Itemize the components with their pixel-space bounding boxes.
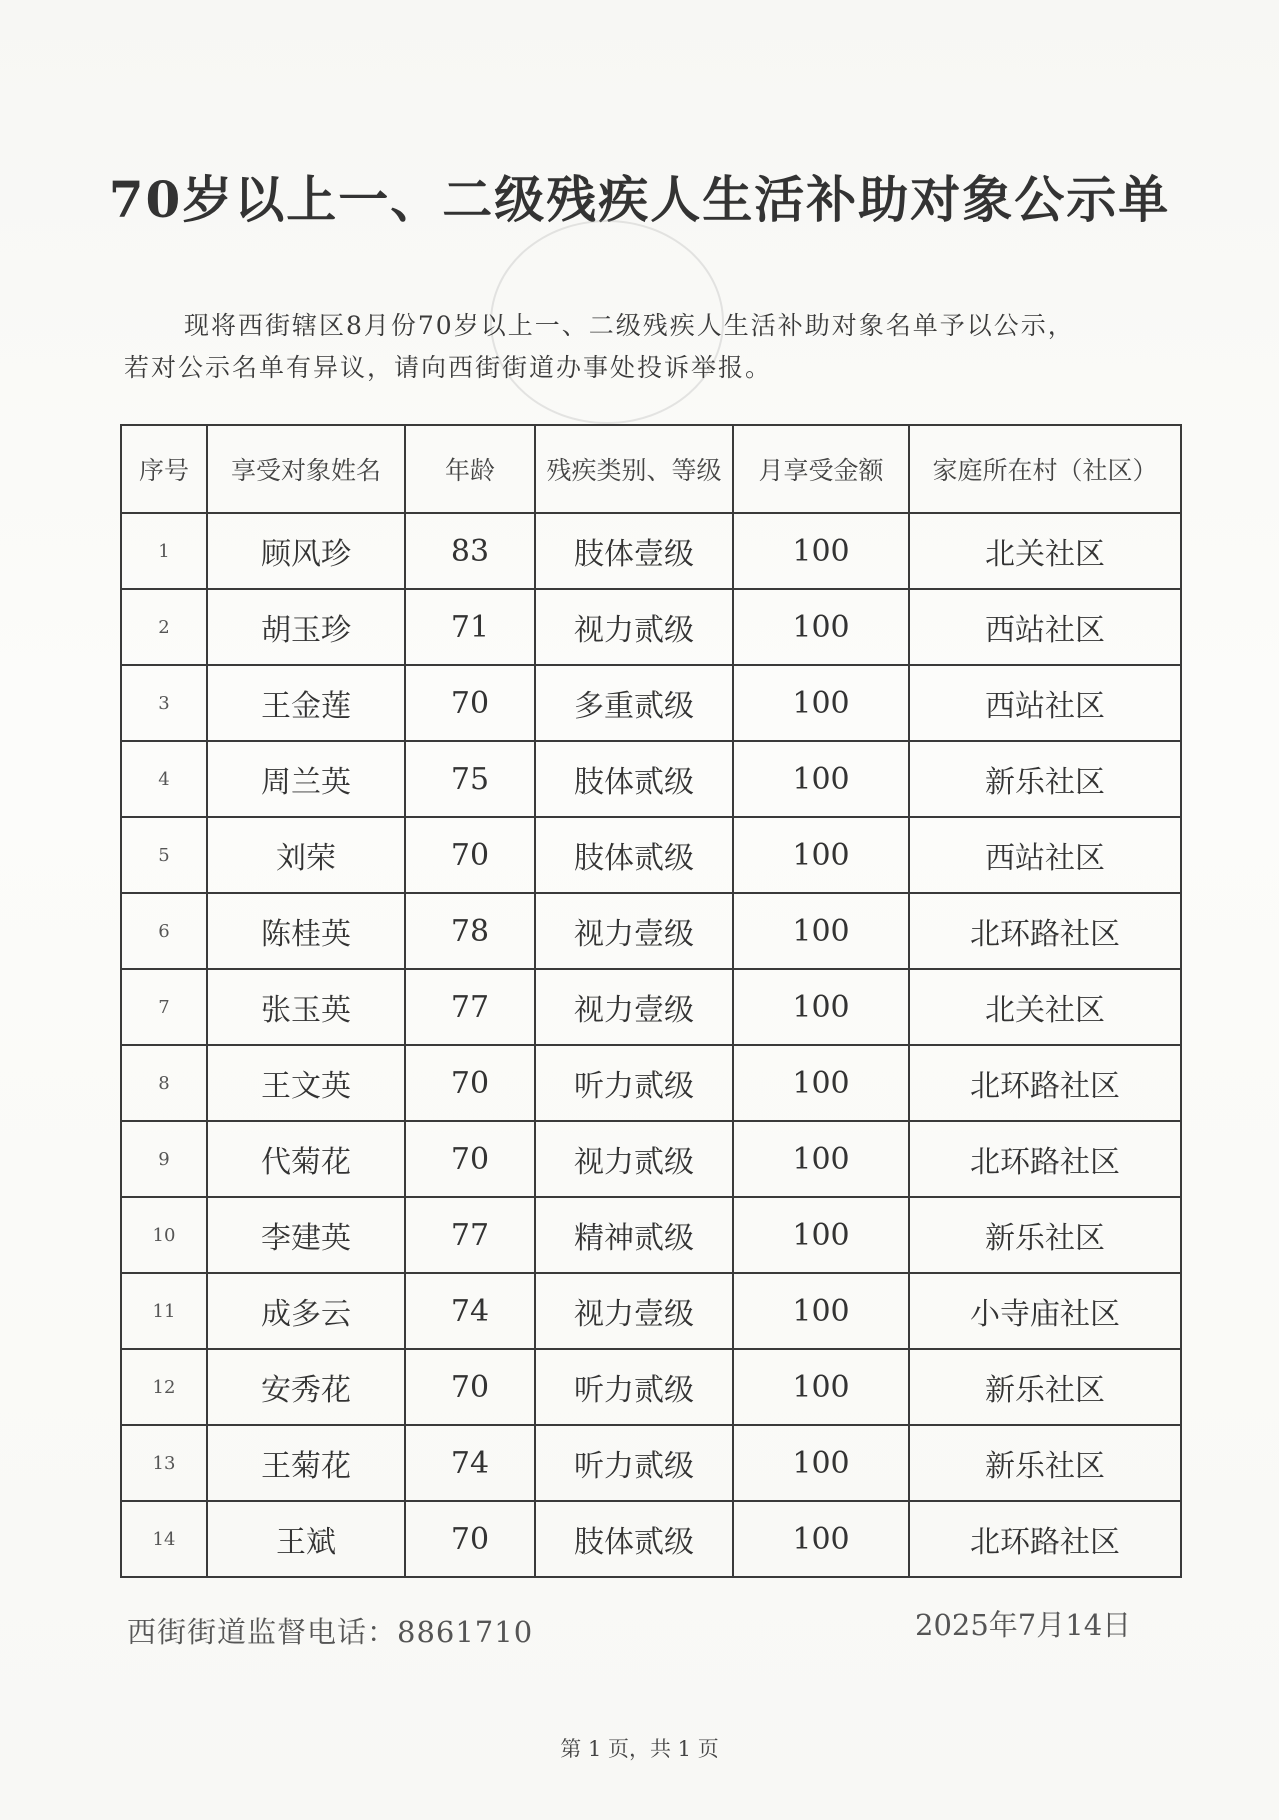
column-header-index: 序号 <box>121 425 207 513</box>
cell-name: 王文英 <box>207 1045 405 1121</box>
cell-index: 14 <box>121 1501 207 1577</box>
cell-age: 83 <box>405 513 535 589</box>
cell-name: 刘荣 <box>207 817 405 893</box>
cell-index: 6 <box>121 893 207 969</box>
cell-disability: 视力壹级 <box>535 969 733 1045</box>
cell-index: 11 <box>121 1273 207 1349</box>
cell-community: 小寺庙社区 <box>909 1273 1181 1349</box>
table-row <box>121 1425 1181 1501</box>
document-title: 70岁以上一、二级残疾人生活补助对象公示单 <box>108 170 1171 229</box>
cell-index: 3 <box>121 665 207 741</box>
cell-community: 西站社区 <box>909 665 1181 741</box>
cell-disability: 肢体壹级 <box>535 513 733 589</box>
cell-age: 74 <box>405 1273 535 1349</box>
intro-line-1: 现将西街辖区8月份70岁以上一、二级残疾人生活补助对象名单予以公示， <box>184 311 1075 340</box>
cell-disability: 视力贰级 <box>535 589 733 665</box>
cell-amount: 100 <box>733 1349 909 1425</box>
cell-index: 2 <box>121 589 207 665</box>
publish-date: 2025年7月14日 <box>915 1608 1132 1642</box>
cell-amount: 100 <box>733 665 909 741</box>
cell-index: 4 <box>121 741 207 817</box>
table-header-row <box>121 425 1181 513</box>
table-row <box>121 1501 1181 1577</box>
table-row <box>121 741 1181 817</box>
cell-amount: 100 <box>733 1197 909 1273</box>
cell-name: 王菊花 <box>207 1425 405 1501</box>
cell-name: 张玉英 <box>207 969 405 1045</box>
cell-amount: 100 <box>733 1273 909 1349</box>
intro-paragraph <box>124 305 1164 389</box>
cell-community: 北环路社区 <box>909 1045 1181 1121</box>
cell-index: 12 <box>121 1349 207 1425</box>
cell-name: 代菊花 <box>207 1121 405 1197</box>
table-row <box>121 1273 1181 1349</box>
cell-community: 北环路社区 <box>909 893 1181 969</box>
table-row <box>121 513 1181 589</box>
cell-index: 9 <box>121 1121 207 1197</box>
cell-disability: 肢体贰级 <box>535 741 733 817</box>
cell-community: 新乐社区 <box>909 741 1181 817</box>
cell-disability: 听力贰级 <box>535 1349 733 1425</box>
cell-disability: 听力贰级 <box>535 1425 733 1501</box>
cell-index: 8 <box>121 1045 207 1121</box>
cell-age: 78 <box>405 893 535 969</box>
column-header-community: 家庭所在村（社区） <box>909 425 1181 513</box>
cell-amount: 100 <box>733 589 909 665</box>
cell-index: 13 <box>121 1425 207 1501</box>
column-header-age: 年龄 <box>405 425 535 513</box>
cell-amount: 100 <box>733 1045 909 1121</box>
table-row <box>121 589 1181 665</box>
cell-disability: 肢体贰级 <box>535 1501 733 1577</box>
cell-community: 新乐社区 <box>909 1425 1181 1501</box>
cell-name: 李建英 <box>207 1197 405 1273</box>
cell-amount: 100 <box>733 893 909 969</box>
cell-age: 70 <box>405 817 535 893</box>
cell-index: 7 <box>121 969 207 1045</box>
cell-name: 周兰英 <box>207 741 405 817</box>
cell-community: 新乐社区 <box>909 1349 1181 1425</box>
cell-disability: 肢体贰级 <box>535 817 733 893</box>
cell-age: 70 <box>405 665 535 741</box>
cell-name: 安秀花 <box>207 1349 405 1425</box>
cell-age: 70 <box>405 1501 535 1577</box>
cell-age: 70 <box>405 1121 535 1197</box>
cell-disability: 精神贰级 <box>535 1197 733 1273</box>
column-header-name: 享受对象姓名 <box>207 425 405 513</box>
cell-amount: 100 <box>733 969 909 1045</box>
cell-community: 北关社区 <box>909 969 1181 1045</box>
cell-amount: 100 <box>733 513 909 589</box>
cell-community: 西站社区 <box>909 817 1181 893</box>
cell-amount: 100 <box>733 1121 909 1197</box>
supervision-hotline: 西街街道监督电话：8861710 <box>127 1615 534 1649</box>
intro-line-2: 若对公示名单有异议，请向西街街道办事处投诉举报。 <box>124 353 773 382</box>
page-number: 第 1 页，共 1 页 <box>560 1737 719 1761</box>
cell-name: 成多云 <box>207 1273 405 1349</box>
cell-community: 北环路社区 <box>909 1121 1181 1197</box>
cell-disability: 视力壹级 <box>535 893 733 969</box>
cell-index: 1 <box>121 513 207 589</box>
cell-community: 北环路社区 <box>909 1501 1181 1577</box>
cell-name: 王斌 <box>207 1501 405 1577</box>
cell-age: 74 <box>405 1425 535 1501</box>
cell-age: 70 <box>405 1349 535 1425</box>
cell-name: 陈桂英 <box>207 893 405 969</box>
cell-disability: 多重贰级 <box>535 665 733 741</box>
cell-amount: 100 <box>733 1501 909 1577</box>
table-row <box>121 817 1181 893</box>
table-row <box>121 665 1181 741</box>
cell-name: 王金莲 <box>207 665 405 741</box>
cell-name: 胡玉珍 <box>207 589 405 665</box>
cell-index: 5 <box>121 817 207 893</box>
cell-community: 北关社区 <box>909 513 1181 589</box>
cell-age: 77 <box>405 969 535 1045</box>
cell-amount: 100 <box>733 1425 909 1501</box>
cell-amount: 100 <box>733 741 909 817</box>
table-row <box>121 969 1181 1045</box>
cell-disability: 视力壹级 <box>535 1273 733 1349</box>
cell-disability: 听力贰级 <box>535 1045 733 1121</box>
cell-community: 西站社区 <box>909 589 1181 665</box>
cell-age: 77 <box>405 1197 535 1273</box>
cell-age: 70 <box>405 1045 535 1121</box>
cell-community: 新乐社区 <box>909 1197 1181 1273</box>
cell-index: 10 <box>121 1197 207 1273</box>
column-header-amount: 月享受金额 <box>733 425 909 513</box>
cell-age: 71 <box>405 589 535 665</box>
table-row <box>121 1045 1181 1121</box>
cell-amount: 100 <box>733 817 909 893</box>
table-row <box>121 1197 1181 1273</box>
cell-name: 顾风珍 <box>207 513 405 589</box>
cell-age: 75 <box>405 741 535 817</box>
table-row <box>121 1349 1181 1425</box>
recipient-table <box>120 424 1182 1578</box>
column-header-disability: 残疾类别、等级 <box>535 425 733 513</box>
table-row <box>121 893 1181 969</box>
table-row <box>121 1121 1181 1197</box>
cell-disability: 视力贰级 <box>535 1121 733 1197</box>
